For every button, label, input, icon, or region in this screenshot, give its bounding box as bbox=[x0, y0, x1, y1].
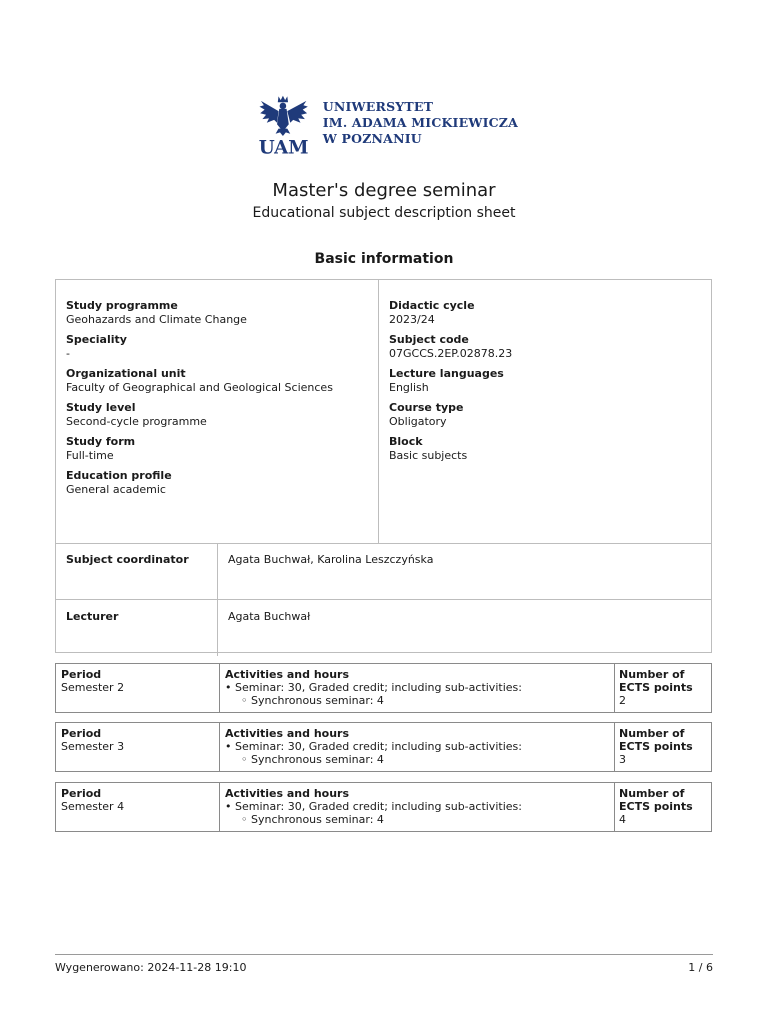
field-value: Faculty of Geographical and Geological Sciences bbox=[66, 381, 333, 394]
sub-activity-item: ◦ Synchronous seminar: 4 bbox=[241, 753, 384, 766]
ects-label-line-1: Number of bbox=[619, 727, 685, 740]
logo-line-3: W POZNANIU bbox=[322, 131, 422, 146]
field-value: Geohazards and Climate Change bbox=[66, 313, 247, 326]
logo-mark-text: UAM bbox=[258, 137, 309, 159]
activity-item: • Seminar: 30, Graded credit; including sub-activities: bbox=[225, 740, 522, 753]
field-value: English bbox=[389, 381, 429, 394]
ects-label-line-2: ECTS points bbox=[619, 740, 693, 753]
field-label: Study form bbox=[66, 435, 136, 448]
university-logo bbox=[258, 84, 518, 166]
period-table-semester-3 bbox=[55, 722, 712, 772]
basic-info-left-column bbox=[66, 299, 366, 503]
period-cell bbox=[61, 668, 124, 694]
period-value: Semester 2 bbox=[61, 681, 125, 694]
field-didactic-cycle bbox=[389, 299, 689, 327]
period-value: Semester 3 bbox=[61, 740, 125, 753]
lecturer-label: Lecturer bbox=[66, 610, 119, 623]
field-value: 2023/24 bbox=[389, 313, 435, 326]
ects-label-line-2: ECTS points bbox=[619, 800, 693, 813]
basic-information-box bbox=[55, 279, 712, 653]
field-value: - bbox=[66, 347, 70, 360]
page-number: 1 / 6 bbox=[688, 961, 713, 974]
field-value: Obligatory bbox=[389, 415, 447, 428]
field-study-level bbox=[66, 401, 366, 429]
activities-label: Activities and hours bbox=[225, 727, 350, 740]
lecturer-value: Agata Buchwał bbox=[228, 610, 311, 623]
basic-information-grid bbox=[56, 280, 711, 544]
lecturer-row bbox=[56, 600, 711, 656]
activities-cell bbox=[225, 727, 522, 766]
field-subject-code bbox=[389, 333, 689, 361]
ects-cell bbox=[619, 727, 693, 766]
ects-value: 4 bbox=[619, 813, 626, 826]
field-label: Subject code bbox=[389, 333, 469, 346]
field-study-programme bbox=[66, 299, 366, 327]
period-cell bbox=[61, 787, 124, 813]
table-divider bbox=[219, 664, 220, 712]
logo-line-2: IM. ADAMA MICKIEWICZA bbox=[322, 115, 518, 130]
subject-coordinator-row bbox=[56, 543, 711, 600]
period-value: Semester 4 bbox=[61, 800, 125, 813]
field-label: Block bbox=[389, 435, 423, 448]
field-speciality bbox=[66, 333, 366, 361]
table-divider bbox=[219, 723, 220, 771]
field-lecture-languages bbox=[389, 367, 689, 395]
field-label: Speciality bbox=[66, 333, 127, 346]
subject-coordinator-label: Subject coordinator bbox=[66, 553, 189, 566]
university-name bbox=[323, 99, 518, 147]
field-value: Basic subjects bbox=[389, 449, 468, 462]
period-table-semester-2 bbox=[55, 663, 712, 713]
sub-activity-item: ◦ Synchronous seminar: 4 bbox=[241, 694, 384, 707]
ects-label-line-1: Number of bbox=[619, 787, 685, 800]
activities-cell bbox=[225, 668, 522, 707]
row-divider bbox=[217, 543, 218, 599]
field-label: Organizational unit bbox=[66, 367, 186, 380]
period-cell bbox=[61, 727, 124, 753]
table-divider bbox=[614, 723, 615, 771]
basic-info-right-column bbox=[389, 299, 689, 469]
column-divider bbox=[378, 280, 379, 543]
field-label: Didactic cycle bbox=[389, 299, 475, 312]
table-divider bbox=[614, 783, 615, 831]
subject-coordinator-value: Agata Buchwał, Karolina Leszczyńska bbox=[228, 553, 434, 566]
field-organizational-unit bbox=[66, 367, 366, 395]
section-heading: Basic information bbox=[314, 251, 454, 267]
period-label: Period bbox=[61, 668, 102, 681]
field-label: Course type bbox=[389, 401, 464, 414]
logo-line-1: UNIWERSYTET bbox=[322, 99, 434, 114]
period-label: Period bbox=[61, 787, 102, 800]
field-study-form bbox=[66, 435, 366, 463]
field-value: General academic bbox=[66, 483, 166, 496]
document-subtitle: Educational subject description sheet bbox=[252, 205, 516, 221]
field-label: Lecture languages bbox=[389, 367, 504, 380]
eagle-emblem-icon bbox=[258, 84, 311, 166]
document-title: Master's degree seminar bbox=[272, 180, 496, 201]
table-divider bbox=[614, 664, 615, 712]
field-value: Full-time bbox=[66, 449, 114, 462]
activity-item: • Seminar: 30, Graded credit; including sub-activities: bbox=[225, 681, 522, 694]
field-value: 07GCCS.2EP.02878.23 bbox=[389, 347, 513, 360]
ects-label-line-1: Number of bbox=[619, 668, 685, 681]
sub-activity-item: ◦ Synchronous seminar: 4 bbox=[241, 813, 384, 826]
activities-label: Activities and hours bbox=[225, 668, 350, 681]
footer-divider bbox=[55, 954, 713, 955]
ects-value: 2 bbox=[619, 694, 626, 707]
field-label: Study level bbox=[66, 401, 136, 414]
period-table-semester-4 bbox=[55, 782, 712, 832]
ects-label-line-2: ECTS points bbox=[619, 681, 693, 694]
generated-timestamp: Wygenerowano: 2024-11-28 19:10 bbox=[55, 961, 247, 974]
ects-cell bbox=[619, 668, 693, 707]
activities-cell bbox=[225, 787, 522, 826]
table-divider bbox=[219, 783, 220, 831]
period-label: Period bbox=[61, 727, 102, 740]
field-block bbox=[389, 435, 689, 463]
field-course-type bbox=[389, 401, 689, 429]
row-divider bbox=[217, 600, 218, 656]
field-label: Study programme bbox=[66, 299, 178, 312]
activities-label: Activities and hours bbox=[225, 787, 350, 800]
field-label: Education profile bbox=[66, 469, 172, 482]
ects-value: 3 bbox=[619, 753, 626, 766]
activity-item: • Seminar: 30, Graded credit; including sub-activities: bbox=[225, 800, 522, 813]
field-value: Second-cycle programme bbox=[66, 415, 207, 428]
field-education-profile bbox=[66, 469, 366, 497]
ects-cell bbox=[619, 787, 693, 826]
